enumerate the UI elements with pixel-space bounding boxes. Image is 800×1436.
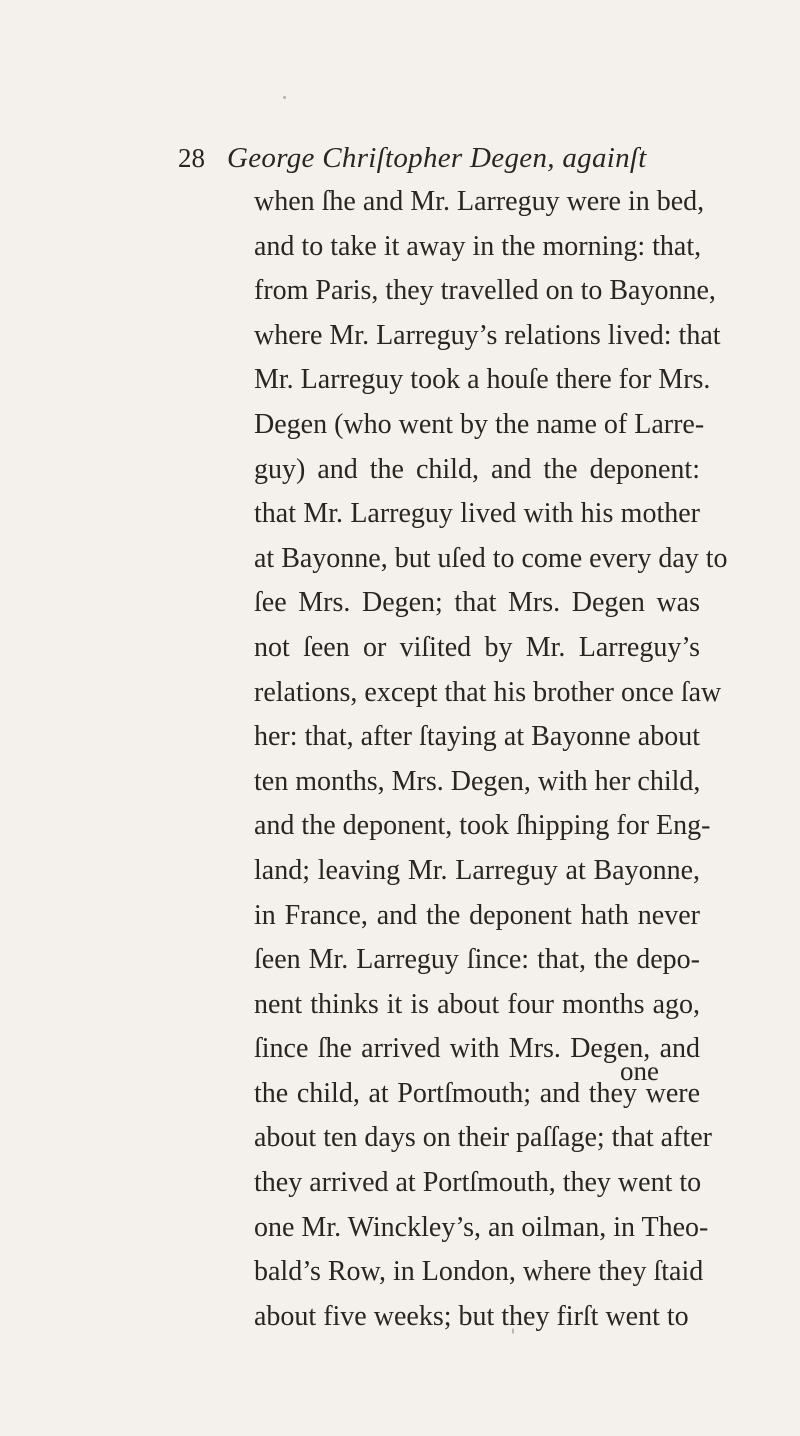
running-head [178,142,698,182]
text-line: one Mr. Winckley’s, an oilman, in Theo- [254,1211,709,1243]
ink-speck [283,96,286,99]
text-line: about ten days on their paſſage; that after [254,1122,712,1154]
text-line: ſee Mrs. Degen; that Mrs. Degen was [254,587,700,619]
text-line: and to take it away in the morning: that, [254,230,702,262]
text-line: about five weeks; but they firſt went to [254,1300,689,1332]
catchword: one [620,1056,659,1086]
page-number: 28 [178,143,205,173]
body-text [254,180,728,1339]
text-line: where Mr. Larreguy’s relations lived: that [254,319,721,351]
text-line: relations, except that his brother once ſaw [254,676,722,708]
text-line: they arrived at Portſmouth, they went to [254,1167,702,1199]
text-line: guy) and the child, and the deponent: [254,453,700,485]
text-line: the child, at Portſmouth; and they were [254,1077,700,1109]
text-line: when ſhe and Mr. Larreguy were in bed, [254,186,705,217]
text-line: not ſeen or viſited by Mr. Larreguy’s [254,631,700,663]
text-line: nent thinks it is about four months ago, [254,988,700,1020]
text-line: ſeen Mr. Larreguy ſince: that, the depo- [254,944,700,976]
text-line: land; leaving Mr. Larreguy at Bayonne, [254,854,700,886]
text-line: Degen (who went by the name of Larre- [254,408,705,440]
text-line: ten months, Mrs. Degen, with her child, [254,765,701,797]
text-line: bald’s Row, in London, where they ſtaid [254,1256,704,1288]
text-line: at Bayonne, but uſed to come every day to [254,542,728,574]
text-line: her: that, after ſtaying at Bayonne about [254,721,700,753]
running-title: George Chriſtopher Degen, againſt [227,142,647,174]
text-line: that Mr. Larreguy lived with his mother [254,498,700,530]
text-line: Mr. Larreguy took a houſe there for Mrs. [254,364,711,396]
text-line: from Paris, they travelled on to Bayonne, [254,275,716,307]
text-line: in France, and the deponent hath never [254,899,700,931]
text-line: and the deponent, took ſhipping for Eng- [254,810,711,842]
text-line: ſince ſhe arrived with Mrs. Degen, and [254,1033,700,1065]
